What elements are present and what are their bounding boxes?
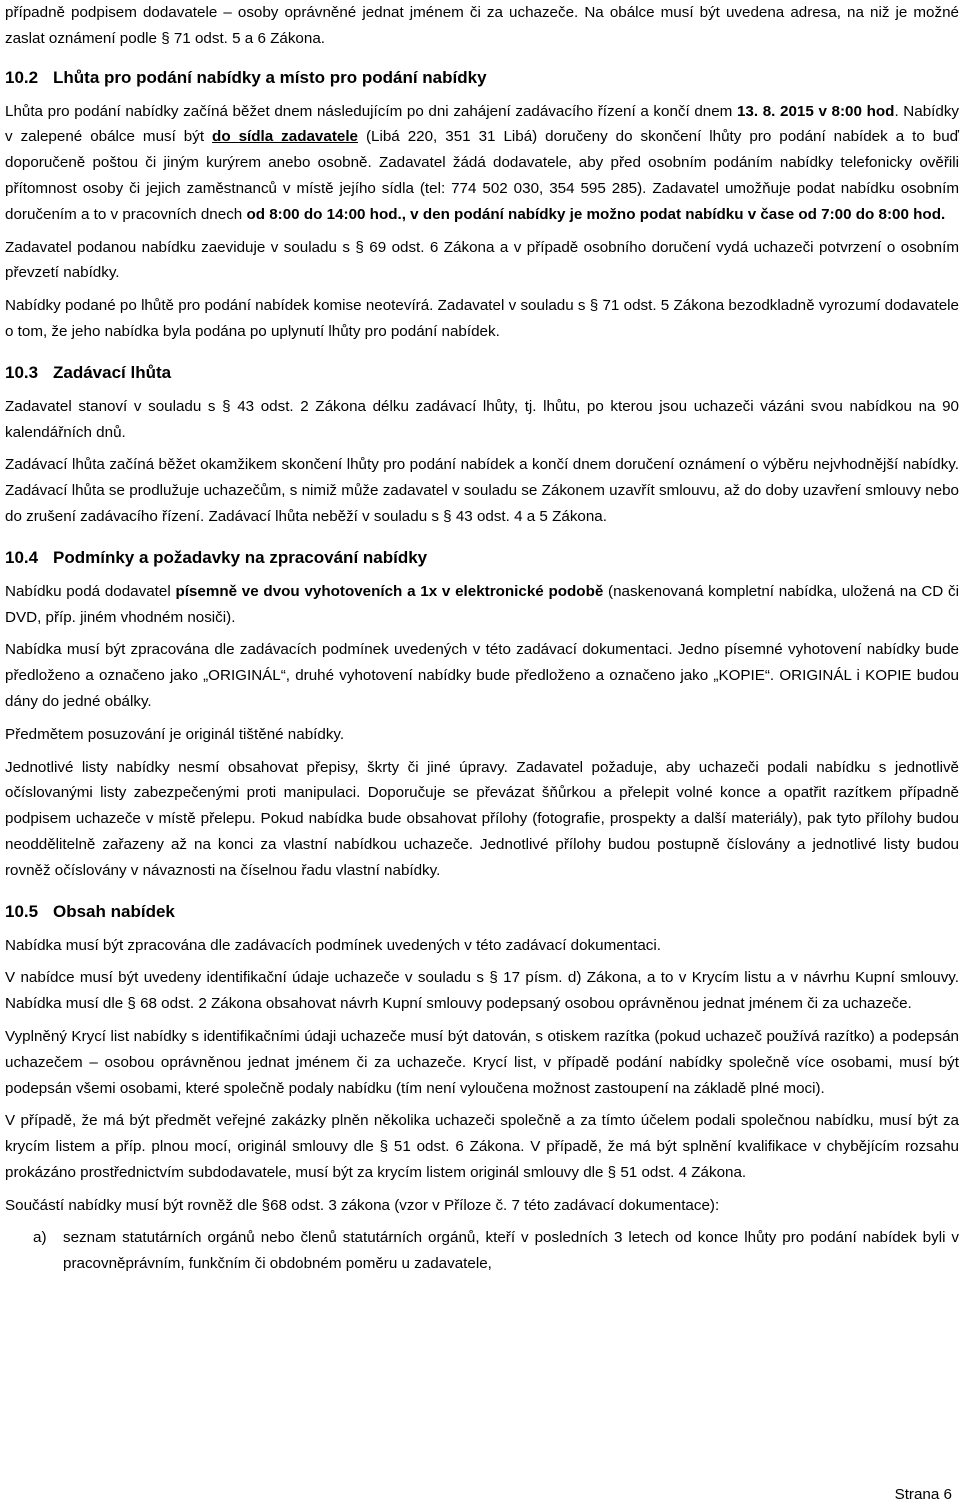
list-marker: a)	[33, 1229, 47, 1247]
requirements-list	[5, 1225, 959, 1277]
section-10-3-paragraph-2: Zadávací lhůta začíná běžet okamžikem skončení lhůty pro podání nabídek a končí dnem doručení oznámení o výběru nejvhodnější nabídky. Zadávací lhůta se prodlužuje uchazečům, s nimiž může zadavatel v souladu se Zákonem uzavřít smlouvu, až do doby uzavření smlouvy nebo do zrušení zadávacího řízení. Zadávací lhůta neběží v souladu s § 43 odst. 4 a 5 Zákona.	[5, 456, 959, 525]
section-10-4-paragraph-3: Předmětem posuzování je originál tištěné nabídky.	[5, 725, 345, 743]
section-10-3-heading	[5, 359, 959, 386]
section-10-2-paragraph-3: Nabídky podané po lhůtě pro podání nabídek komise neotevírá. Zadavatel v souladu s § 71 odst. 5 Zákona bezodkladně vyrozumí dodavatele o tom, že jeho nabídka byla podána po uplynutí lhůty pro podání nabídek.	[5, 297, 959, 340]
section-10-4-paragraph-1	[5, 579, 959, 631]
text-run: Lhůta pro podání nabídky začíná běžet dnem následujícím po dni zahájení zadávacího řízení a končí dnem	[5, 102, 737, 120]
section-10-4-paragraph-4: Jednotlivé listy nabídky nesmí obsahovat přepisy, škrty či jiné úpravy. Zadavatel požaduje, aby uchazeči podali nabídku s jednotlivě očíslovanými listy zabezpečenými proti manipulaci. Doporučuje se převázat šňůrkou a přelepit volné konce a opatřit razítkem případně podpisem uchazeče v místě přelepu. Pokud nabídka bude obsahovat přílohy (fotografie, prospekty a další materiály), pak tyto přílohy budou neoddělitelně zařazeny až na konci za vlastní nabídkou uchazeče. Jednotlivé přílohy budou postupně číslovány a jednotlivé listy budou rovněž očíslovány v návaznosti na číselnou řadu vlastní nabídky.	[5, 758, 959, 879]
document-page	[5, 0, 959, 1277]
section-10-5-paragraph-5: Součástí nabídky musí být rovněž dle §68 odst. 3 zákona (vzor v Příloze č. 7 této zadávací dokumentace):	[5, 1196, 720, 1214]
section-10-2-heading	[5, 64, 959, 91]
hours-note-text: , v den podání nabídky je možno podat nabídku v čase od 7:00 do 8:00 hod.	[401, 205, 946, 223]
section-title: Zadávací lhůta	[53, 362, 172, 382]
page-number: Strana 6	[894, 1486, 952, 1503]
section-10-3-paragraph-1: Zadavatel stanoví v souladu s § 43 odst. 2 Zákona délku zadávací lhůty, tj. lhůtu, po kterou jsou uchazeči vázáni svou nabídkou na 90 kalendářních dnů.	[5, 397, 959, 441]
hours-text: od 8:00 do 14:00 hod.	[246, 205, 402, 223]
text-run: . Nabídky v zalepené obálce musí být	[5, 102, 960, 146]
section-10-4-heading	[5, 544, 959, 571]
section-title: Lhůta pro podání nabídky a místo pro podání nabídky	[53, 67, 487, 87]
section-number: 10.2	[5, 67, 39, 87]
section-10-4-paragraph-2: Nabídka musí být zpracována dle zadávacích podmínek uvedených v této zadávací dokumentaci. Jedno písemné vyhotovení nabídky bude předloženo a označeno jako „ORIGINÁL“, druhé vyhotovení nabídky bude předloženo a označeno jako „KOPIE“. ORIGINÁL i KOPIE budou dány do jedné obálky.	[5, 641, 959, 710]
intro-paragraph: případně podpisem dodavatele – osoby oprávněné jednat jménem či za uchazeče. Na obálce musí být uvedena adresa, na niž je možné zaslat oznámení podle § 71 odst. 5 a 6 Zákona.	[5, 4, 959, 47]
section-title: Podmínky a požadavky na zpracování nabídky	[53, 547, 428, 567]
emphasis-text: písemně ve dvou vyhotoveních a 1x v elektronické podobě	[175, 582, 604, 600]
section-number: 10.4	[5, 547, 39, 567]
text-run: (Libá 220, 351 31 Libá) doručeny do skončení lhůty pro podání nabídek a to buď doporučeně poštou či jiným kurýrem anebo osobně. Zadavatel žádá dodavatele, aby před osobním podáním nabídky telefonicky ověřili přítomnost osoby či jejich zaměstnanců v místě jejího sídla (tel: 774 502 030, 354 595 285). Zadavatel umožňuje podat nabídku osobním doručením a to v pracovních dnech	[5, 128, 959, 223]
deadline-text: 13. 8. 2015 v 8:00 hod	[736, 102, 895, 120]
section-10-5-paragraph-4: V případě, že má být předmět veřejné zakázky plněn několika uchazeči společně a za tímto účelem podali společnou nabídku, musí být za krycím listem a příp. plnou mocí, originál smlouvy dle § 51 odst. 6 Zákona. V případě, že má být splnění kvalifikace v chybějícím rozsahu prokázáno prostřednictvím subdodavatele, musí být za krycím listem originál smlouvy dle § 51 odst. 4 Zákona.	[5, 1112, 959, 1181]
text-run: (naskenovaná kompletní nabídka, uložená na CD či DVD, příp. jiném vhodném nosiči).	[5, 582, 959, 626]
section-10-5-heading	[5, 898, 959, 925]
list-item	[5, 1225, 959, 1277]
section-number: 10.3	[5, 362, 39, 382]
section-10-2-paragraph-2: Zadavatel podanou nabídku zaeviduje v souladu s § 69 odst. 6 Zákona a v případě osobního doručení vydá uchazeči potvrzení o osobním převzetí nabídky.	[5, 238, 959, 282]
section-10-5-paragraph-2: V nabídce musí být uvedeny identifikační údaje uchazeče v souladu s § 17 písm. d) Zákona, a to v Krycím listu a v návrhu Kupní smlouvy. Nabídka musí dle § 68 odst. 2 Zákona obsahovat návrh Kupní smlouvy podepsaný osobou oprávněnou jednat jménem či za uchazeče.	[5, 969, 959, 1013]
section-10-5-paragraph-3: Vyplněný Krycí list nabídky s identifikačními údaji uchazeče musí být datován, s otiskem razítka (pokud uchazeč používá razítko) a podepsán uchazečem – osobou oprávněnou jednat jménem či za uchazeče. Krycí list, v případě podání nabídky společně více osobami, musí být podepsán všemi osobami, které společně podaly nabídku (tím není vyloučena možnost zastoupení na základě plné moci).	[5, 1027, 959, 1097]
place-text: do sídla zadavatele	[212, 128, 358, 146]
section-title: Obsah nabídek	[53, 901, 175, 921]
section-number: 10.5	[5, 901, 39, 921]
text-run: Nabídku podá dodavatel	[5, 582, 176, 600]
section-10-2-paragraph-1	[5, 99, 959, 228]
section-10-5-paragraph-1: Nabídka musí být zpracována dle zadávacích podmínek uvedených v této zadávací dokumentaci.	[5, 936, 661, 954]
list-item-text: seznam statutárních orgánů nebo členů statutárních orgánů, kteří v posledních 3 letech od konce lhůty pro podání nabídek byli v pracovněprávním, funkčním či obdobném poměru u zadavatele,	[63, 1229, 959, 1273]
